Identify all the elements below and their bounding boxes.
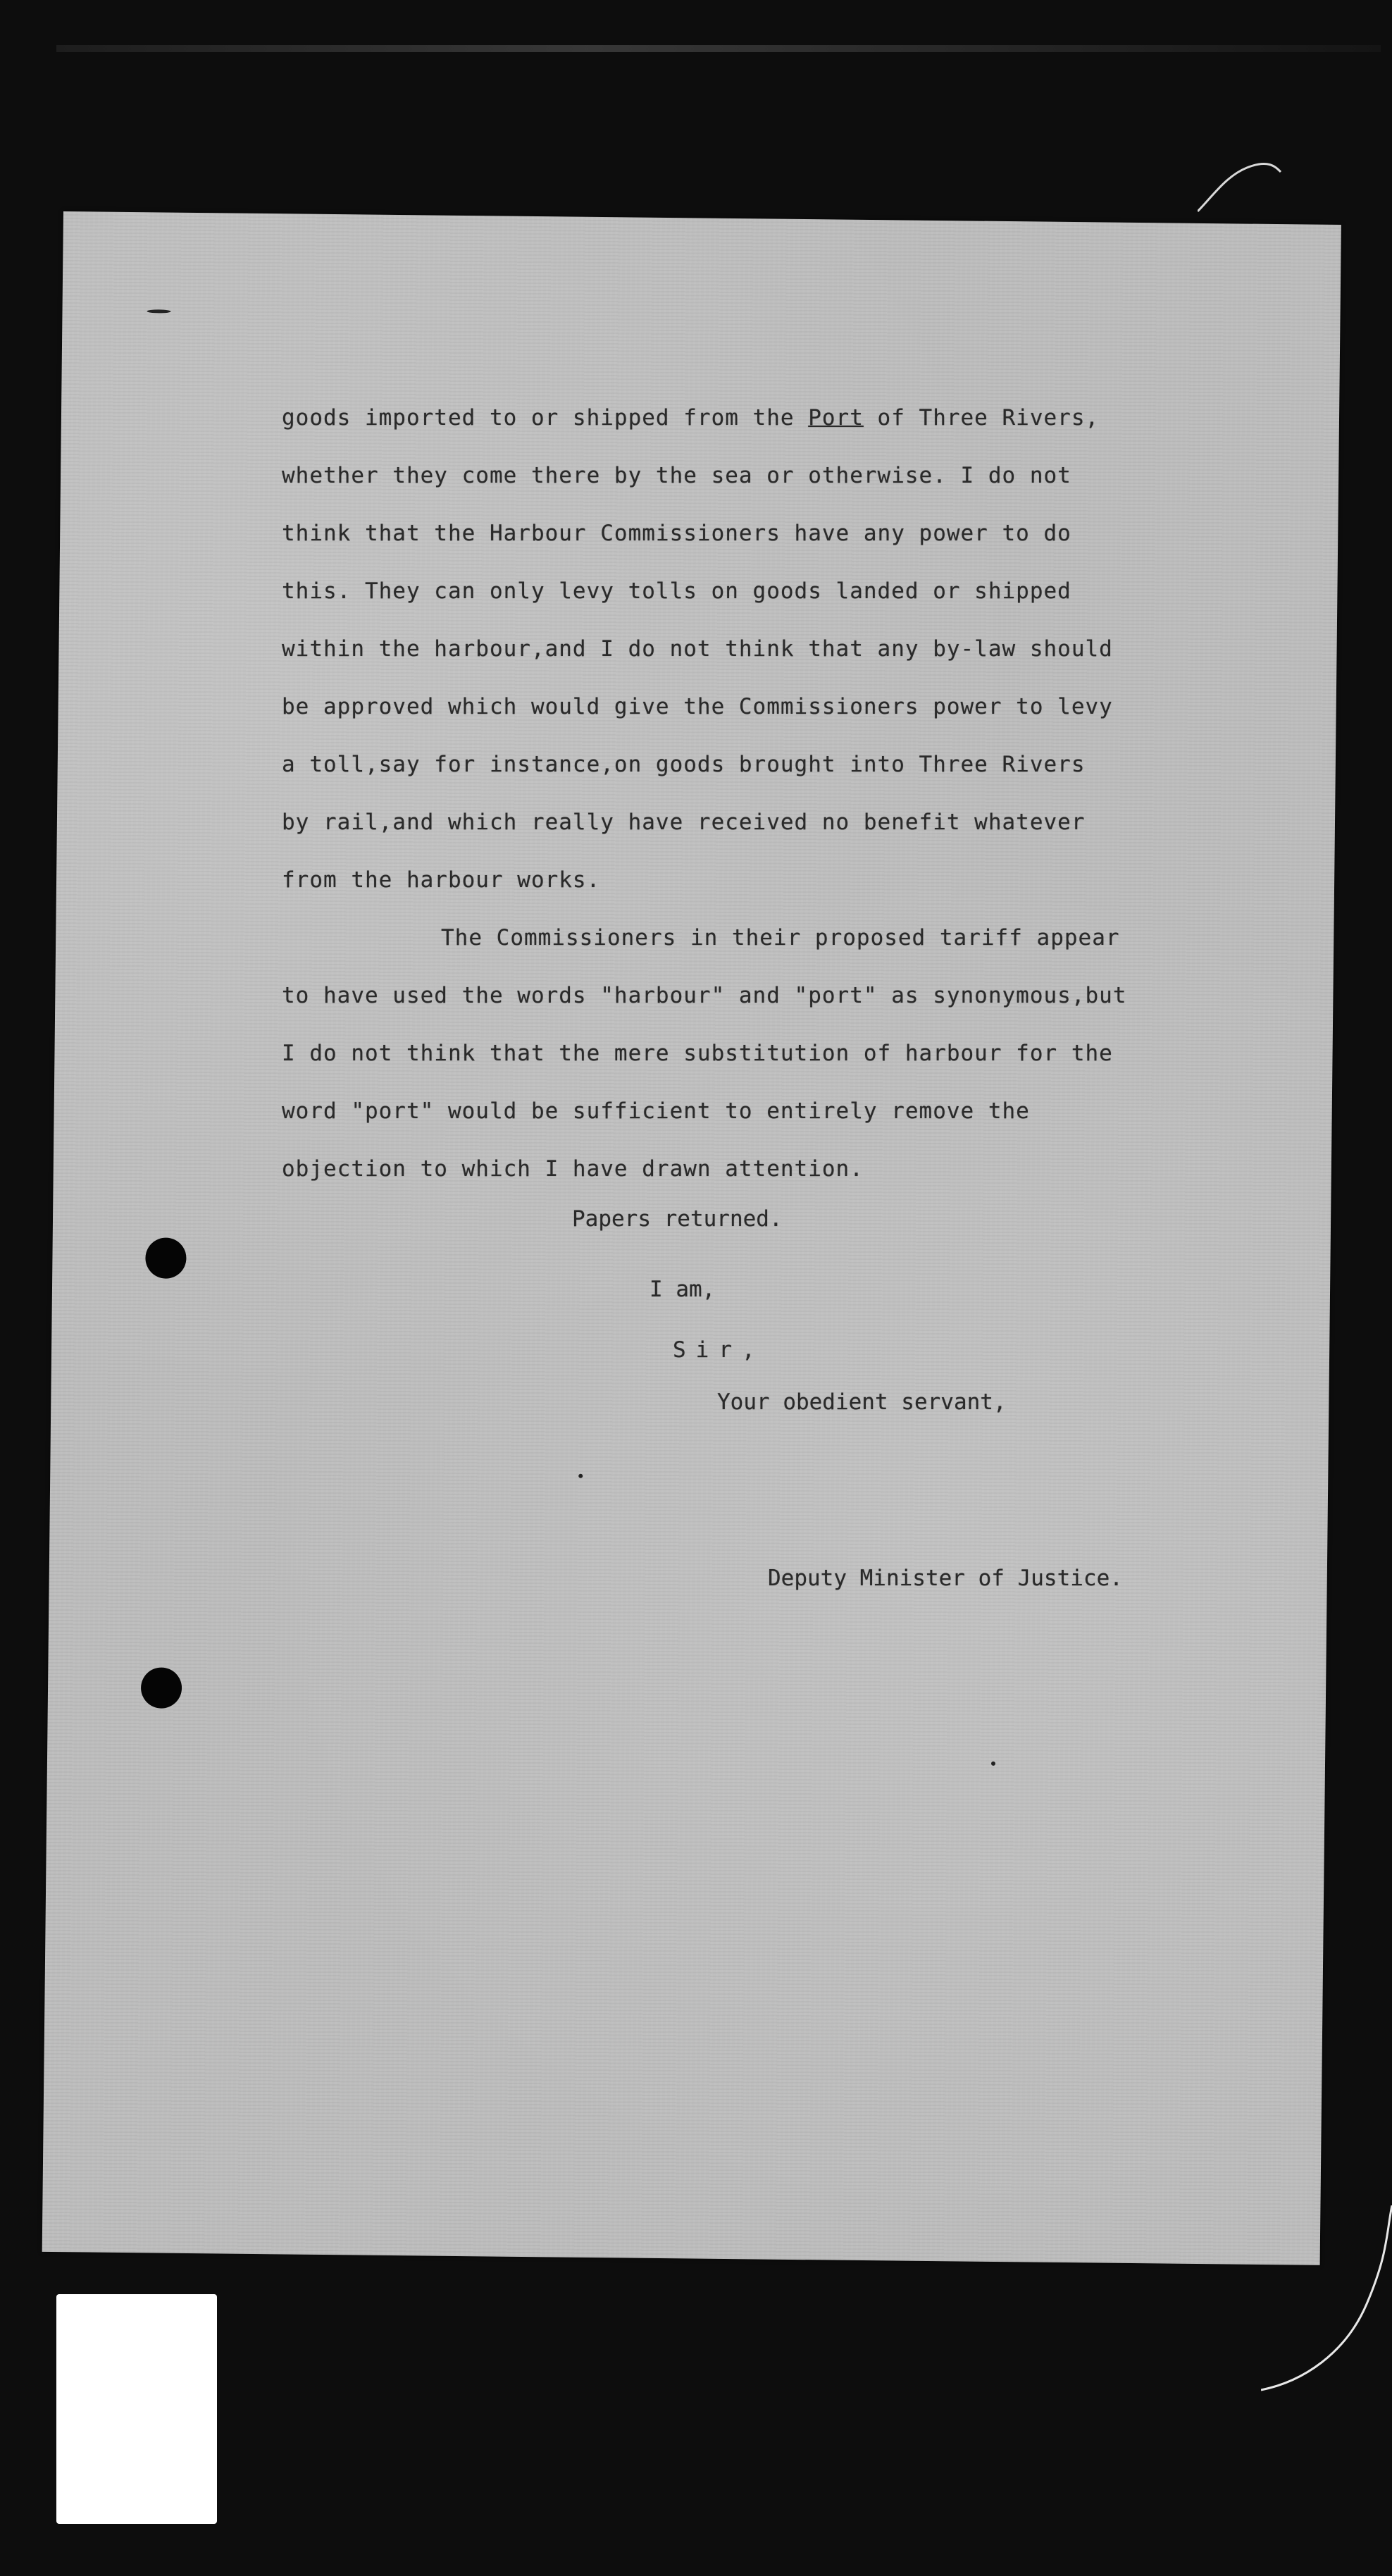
ink-speck	[991, 1761, 995, 1766]
paragraph-2-line-2: to have used the words "harbour" and "port" as synonymous,but	[282, 983, 1127, 1008]
signature-title: Deputy Minister of Justice.	[768, 1566, 1123, 1591]
ink-speck	[578, 1474, 583, 1478]
paragraph-2-line-5: objection to which I have drawn attention.	[282, 1156, 864, 1182]
body-line-6: be approved which would give the Commissioners power to levy	[282, 694, 1113, 719]
papers-returned: Papers returned.	[572, 1206, 783, 1232]
page-corner-curl	[1198, 162, 1282, 218]
punch-hole-top	[145, 1237, 187, 1279]
film-curve-line	[1261, 2205, 1392, 2403]
paragraph-2-line-3: I do not think that the mere substitution of harbour for the	[282, 1041, 1113, 1066]
body-line-8: by rail,and which really have received no benefit whatever	[282, 810, 1086, 835]
body-line-1-end: of Three Rivers,	[863, 405, 1100, 431]
white-label-patch	[56, 2294, 217, 2524]
punch-hole-bottom	[141, 1667, 182, 1709]
ink-mark	[147, 309, 170, 313]
body-line-3: think that the Harbour Commissioners have any power to do	[282, 521, 1071, 546]
closing-servant: Your obedient servant,	[717, 1389, 1007, 1415]
letter-body	[282, 389, 1282, 1198]
body-line-7: a toll,say for instance,on goods brought into Three Rivers	[282, 752, 1086, 777]
paragraph-2-line-4: word "port" would be sufficient to entirely remove the	[282, 1098, 1030, 1124]
paragraph-2-line-1: The Commissioners in their proposed tariff appear	[441, 925, 1120, 950]
underlined-word-port: Port	[808, 405, 864, 431]
body-line-2: whether they come there by the sea or otherwise. I do not	[282, 463, 1071, 488]
body-line-9: from the harbour works.	[282, 867, 601, 893]
closing-i-am: I am,	[650, 1277, 716, 1302]
film-edge	[56, 45, 1381, 52]
closing-sir: Sir,	[673, 1337, 765, 1363]
body-line-1-start: goods imported to or shipped from the	[282, 405, 809, 431]
body-line-5: within the harbour,and I do not think that any by-law should	[282, 636, 1113, 662]
body-line-4: this. They can only levy tolls on goods landed or shipped	[282, 578, 1071, 604]
body-line-1	[282, 389, 1282, 447]
